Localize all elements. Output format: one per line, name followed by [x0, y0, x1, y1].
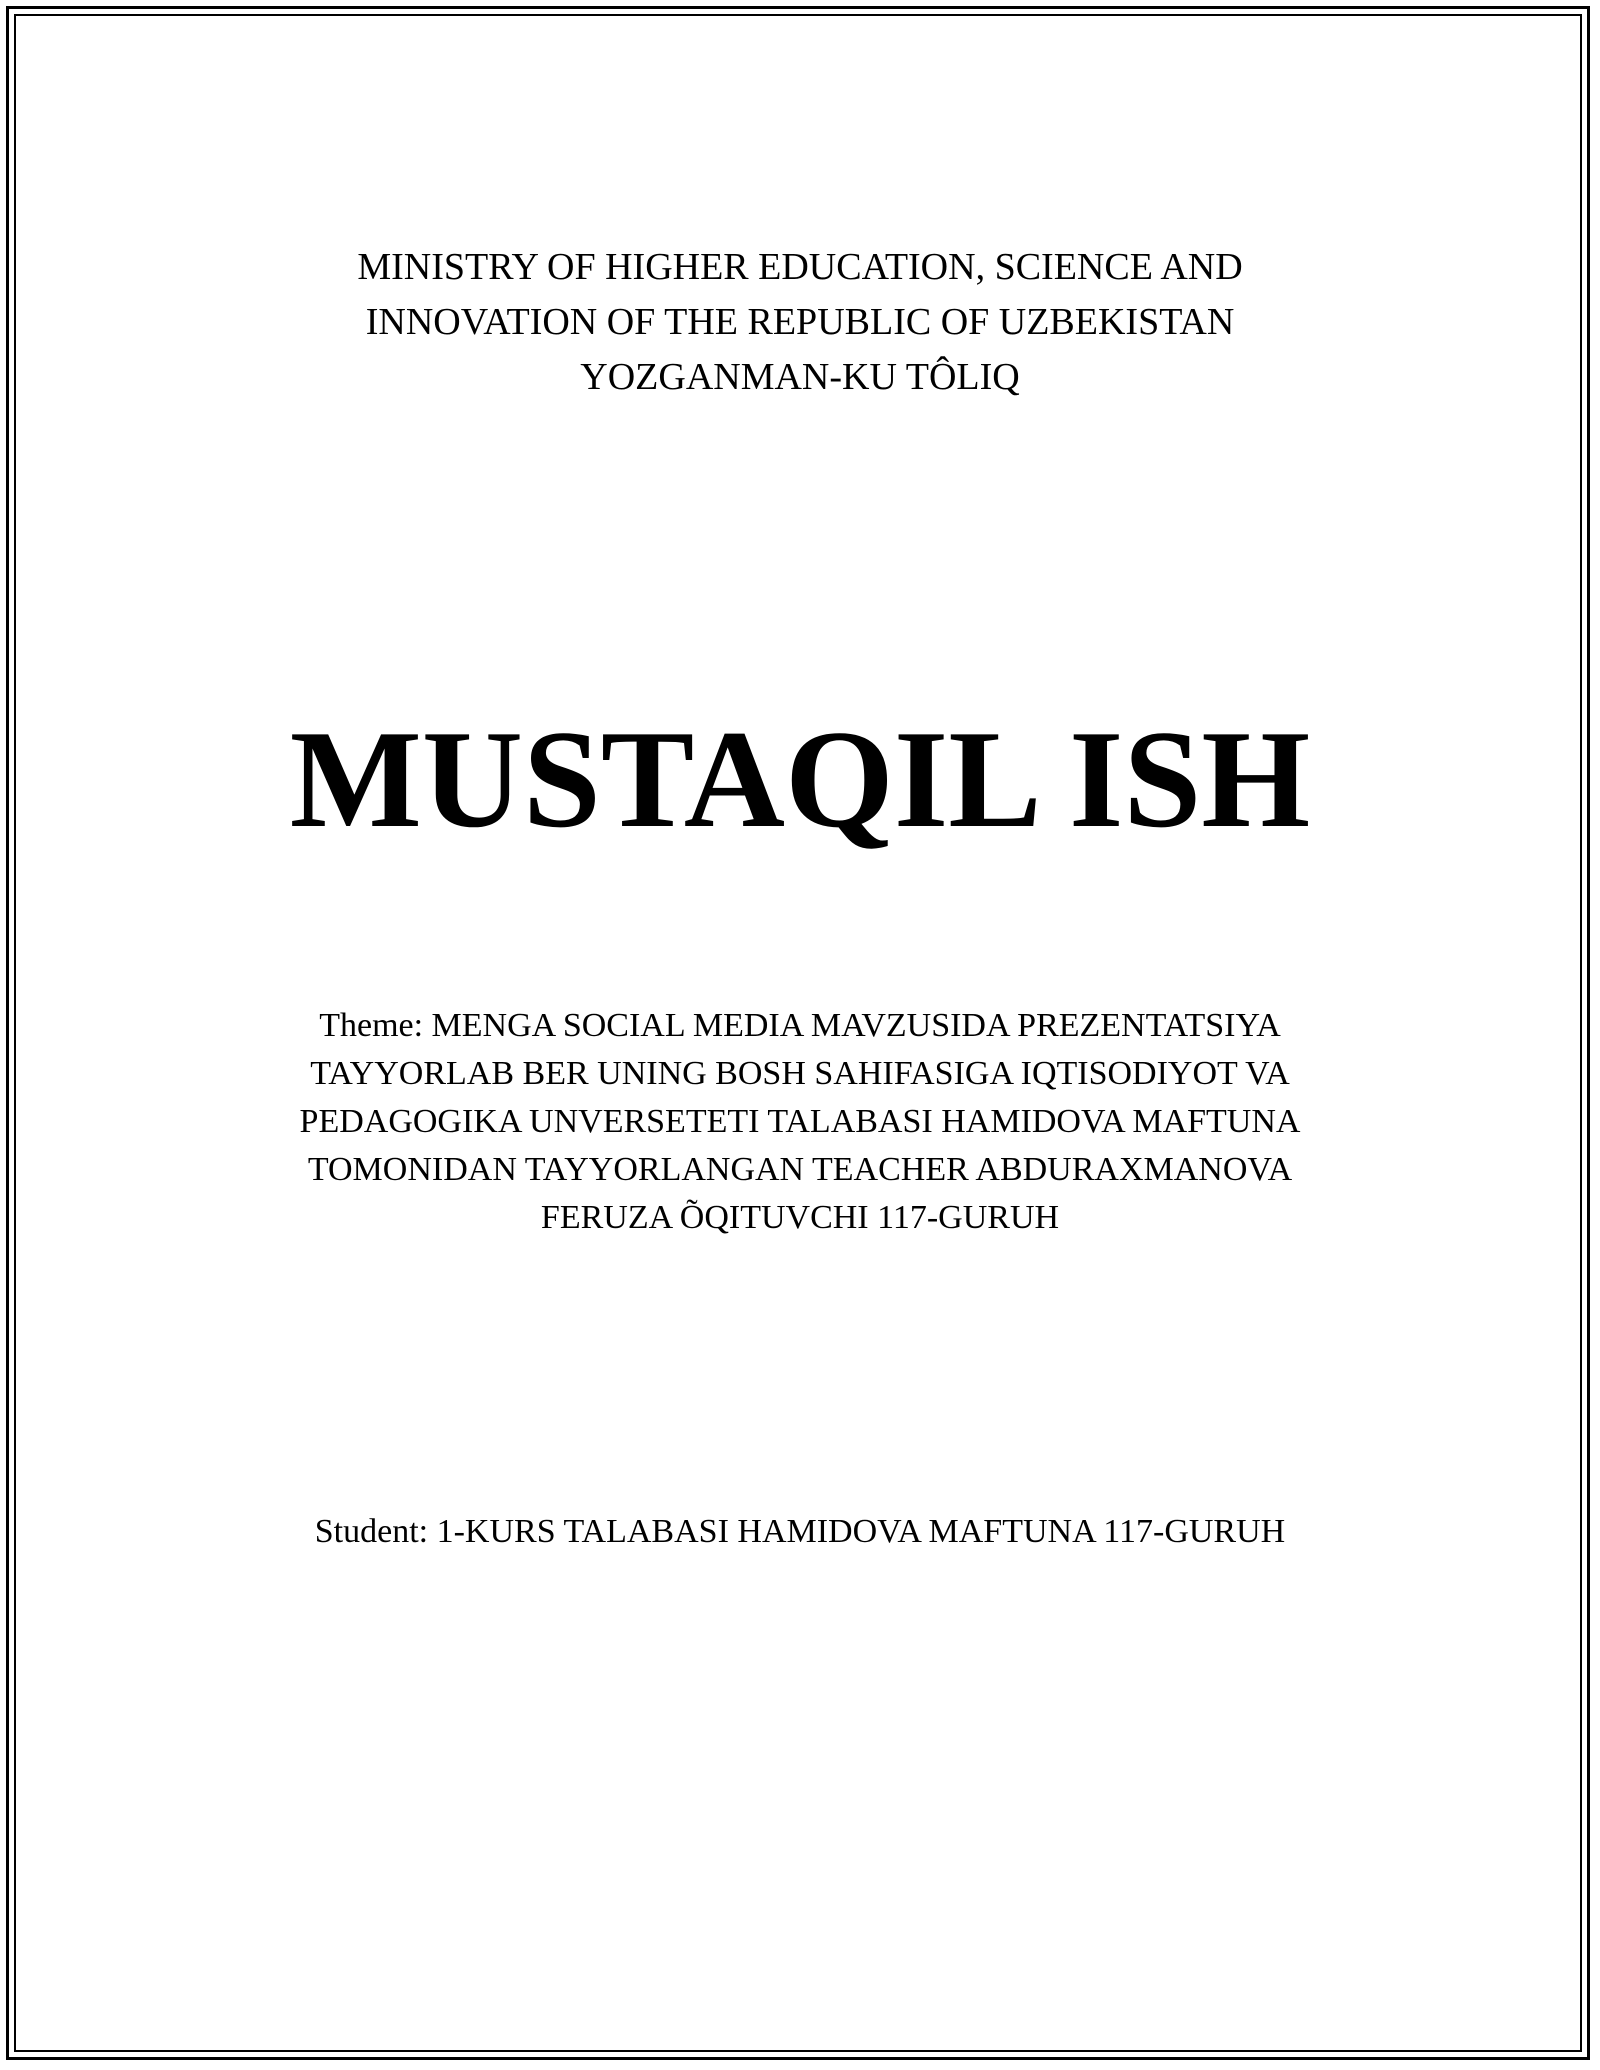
document-title: MUSTAQIL ISH — [289, 702, 1311, 857]
header-line: INNOVATION OF THE REPUBLIC OF UZBEKISTAN — [365, 301, 1235, 343]
theme-line: TOMONIDAN TAYYORLANGAN TEACHER ABDURAXMANOVA — [307, 1151, 1293, 1188]
header-line: MINISTRY OF HIGHER EDUCATION, SCIENCE AND — [357, 246, 1243, 288]
ministry-header — [0, 240, 1600, 405]
theme-line: PEDAGOGIKA UNVERSETETI TALABASI HAMIDOVA MAFTUNA — [299, 1103, 1301, 1140]
theme-line: FERUZA ÕQITUVCHI 117-GURUH — [540, 1199, 1060, 1236]
header-line: YOZGANMAN-KU TÔLIQ — [580, 356, 1020, 398]
theme-line: Theme: MENGA SOCIAL MEDIA MAVZUSIDA PREZENTATSIYA — [319, 1007, 1281, 1044]
theme-line: TAYYORLAB BER UNING BOSH SAHIFASIGA IQTISODIYOT VA — [310, 1055, 1290, 1092]
student-line: Student: 1-KURS TALABASI HAMIDOVA MAFTUNA 117-GURUH — [314, 1513, 1286, 1550]
theme-block — [0, 1002, 1600, 1242]
